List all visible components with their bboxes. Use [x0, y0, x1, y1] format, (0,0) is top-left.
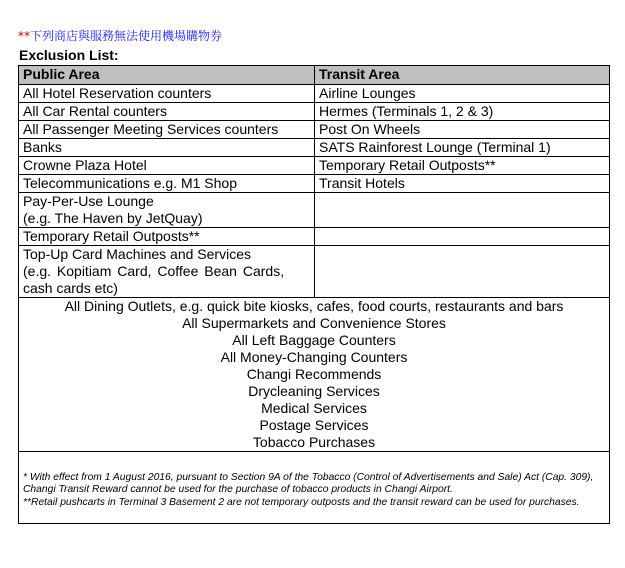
table-row [19, 85, 610, 103]
exclusion-list-title: Exclusion List: [19, 47, 119, 63]
common-exclusion-item: Drycleaning Services [248, 383, 380, 399]
header-public-area: Public Area [19, 66, 315, 85]
transit-area-cell: Post On Wheels [315, 121, 610, 139]
transit-area-cell-empty [315, 228, 610, 246]
common-exclusion-item: All Supermarkets and Convenience Stores [182, 315, 446, 331]
chinese-note-text: 下列商店與服務無法使用機場購物券 [30, 29, 223, 43]
table-row [19, 246, 610, 298]
topup-example-line-end: cash cards etc) [23, 280, 118, 296]
public-area-cell: Banks [19, 139, 315, 157]
public-area-cell-topup [19, 246, 315, 298]
header-transit-area: Transit Area [315, 66, 610, 85]
topup-example-line: (e.g. Kopitiam Card, Coffee Bean Cards, [23, 263, 285, 279]
common-exclusion-item: Tobacco Purchases [252, 434, 376, 450]
transit-area-cell: Temporary Retail Outposts** [315, 157, 610, 175]
common-exclusion-item: Changi Recommends [246, 366, 382, 382]
chinese-note [18, 27, 222, 44]
tobacco-footnote: * With effect from 1 August 2016, pursuant to Section 9A of the Tobacco (Control of Advertisements and Sale) Act (Cap. 309), Changi Transit Reward cannot be used for the purchase of tobacco products in Changi Airport. [23, 472, 594, 495]
pay-per-use-example-line: (e.g. The Haven by JetQuay) [23, 210, 203, 226]
table-row [19, 175, 610, 193]
exclusion-table [18, 65, 610, 524]
public-area-cell: All Passenger Meeting Services counters [19, 121, 315, 139]
public-area-cell: All Hotel Reservation counters [19, 85, 315, 103]
table-header-row [19, 66, 610, 85]
topup-line: Top-Up Card Machines and Services [23, 246, 251, 262]
public-area-cell: Telecommunications e.g. M1 Shop [19, 175, 315, 193]
notes-row [19, 452, 610, 524]
table-row [19, 228, 610, 246]
transit-area-cell-empty [315, 193, 610, 228]
transit-area-cell: Hermes (Terminals 1, 2 & 3) [315, 103, 610, 121]
pay-per-use-line: Pay-Per-Use Lounge [23, 193, 154, 209]
table-row [19, 193, 610, 228]
common-exclusion-item: All Left Baggage Counters [232, 332, 396, 348]
public-area-cell-pay-per-use [19, 193, 315, 228]
public-area-cell: Temporary Retail Outposts** [19, 228, 315, 246]
table-row [19, 103, 610, 121]
note-asterisks: ** [18, 29, 30, 43]
public-area-cell: Crowne Plaza Hotel [19, 157, 315, 175]
transit-area-cell-empty [315, 246, 610, 298]
transit-area-cell: Transit Hotels [315, 175, 610, 193]
table-row [19, 121, 610, 139]
table-row [19, 157, 610, 175]
transit-area-cell: Airline Lounges [315, 85, 610, 103]
common-exclusions-cell [19, 298, 610, 452]
common-exclusion-item: Postage Services [259, 417, 369, 433]
public-area-cell: All Car Rental counters [19, 103, 315, 121]
footnotes-cell [19, 452, 610, 524]
common-exclusions-row [19, 298, 610, 452]
transit-area-cell: SATS Rainforest Lounge (Terminal 1) [315, 139, 610, 157]
table-row [19, 139, 610, 157]
pushcart-footnote: **Retail pushcarts in Terminal 3 Basement 2 are not temporary outposts and the transit reward can be used for purchases. [23, 497, 580, 508]
common-exclusion-item: All Dining Outlets, e.g. quick bite kiosks, cafes, food courts, restaurants and bars [64, 298, 564, 314]
common-exclusion-item: All Money-Changing Counters [220, 349, 408, 365]
common-exclusion-item: Medical Services [261, 400, 367, 416]
